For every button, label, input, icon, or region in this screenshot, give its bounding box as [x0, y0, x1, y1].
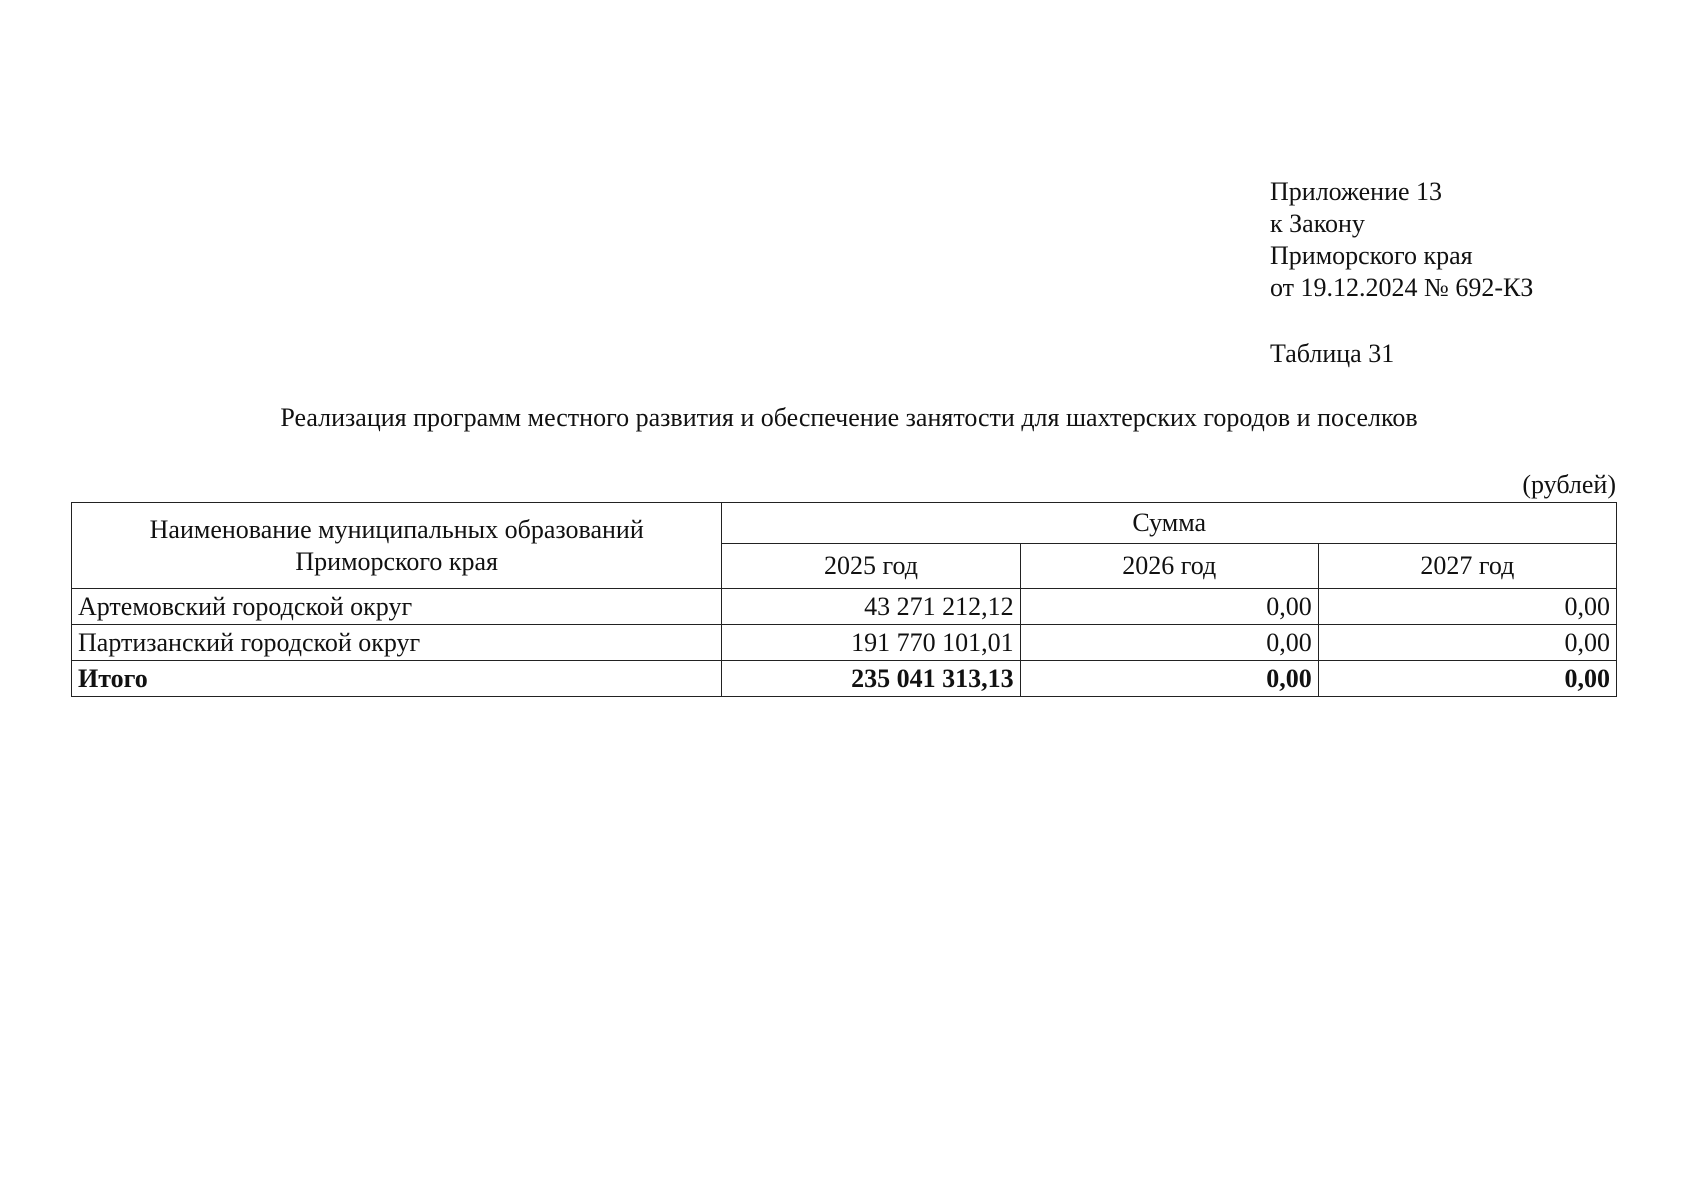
unit-label: (рублей)	[1522, 470, 1616, 499]
annex-line-3: Приморского края	[1270, 241, 1473, 270]
row-value-2027: 0,00	[1318, 625, 1616, 661]
header-year-2027: 2027 год	[1318, 544, 1616, 589]
row-value-2025: 43 271 212,12	[722, 589, 1020, 625]
total-value-2027: 0,00	[1318, 661, 1616, 697]
header-year-2025: 2025 год	[722, 544, 1020, 589]
row-value-2027: 0,00	[1318, 589, 1616, 625]
header-name-line-2: Приморского края	[295, 546, 499, 576]
header-name-cell	[72, 503, 722, 589]
annex-line-1: Приложение 13	[1270, 177, 1443, 206]
annex-line-2: к Закону	[1270, 209, 1365, 238]
total-name-cell: Итого	[72, 661, 722, 697]
budget-table	[71, 502, 1617, 697]
total-value-2025: 235 041 313,13	[722, 661, 1020, 697]
row-value-2026: 0,00	[1020, 625, 1318, 661]
row-name-cell: Партизанский городской округ	[72, 625, 722, 661]
annex-block	[1270, 176, 1533, 304]
table-row	[72, 625, 1617, 661]
row-value-2025: 191 770 101,01	[722, 625, 1020, 661]
row-value-2026: 0,00	[1020, 589, 1318, 625]
row-name-cell: Артемовский городской округ	[72, 589, 722, 625]
header-name-line-1: Наименование муниципальных образований	[149, 514, 644, 544]
total-row	[72, 661, 1617, 697]
table-row	[72, 589, 1617, 625]
annex-line-4: от 19.12.2024 № 692-КЗ	[1270, 273, 1534, 302]
header-row-1	[72, 503, 1617, 544]
header-sum-cell: Сумма	[722, 503, 1617, 544]
total-value-2026: 0,00	[1020, 661, 1318, 697]
table-number: Таблица 31	[1270, 339, 1395, 368]
document-title: Реализация программ местного развития и обеспечение занятости для шахтерских городов и поселков	[280, 403, 1418, 432]
header-year-2026: 2026 год	[1020, 544, 1318, 589]
